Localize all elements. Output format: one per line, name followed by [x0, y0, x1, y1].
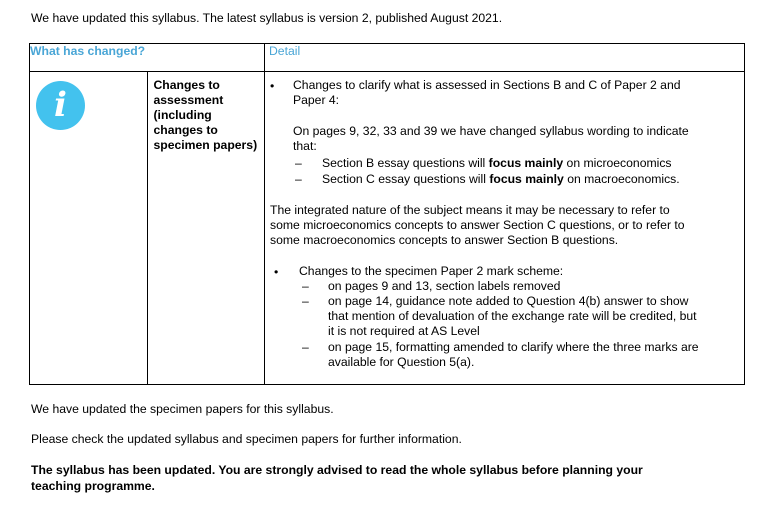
advice-line: teaching programme.: [31, 479, 155, 493]
sub-item: that mention of devaluation of the exchange rate will be credited, but: [328, 309, 697, 323]
sub-item: on page 14, guidance note added to Question 4(b) answer to show: [328, 294, 689, 308]
pages-text: that:: [293, 139, 317, 153]
advice-text: [31, 462, 731, 494]
icon-cell: [30, 72, 148, 385]
change-label-cell: [147, 72, 265, 385]
dash-item: Section B essay questions will focus mainly on microeconomics: [322, 156, 672, 170]
integrated-text: The integrated nature of the subject means it may be necessary to refer to: [270, 203, 670, 217]
sub-item: available for Question 5(a).: [328, 355, 475, 369]
advice-line: The syllabus has been updated. You are strongly advised to read the whole syllabus before planning your: [31, 463, 643, 477]
dash-marker: –: [295, 172, 302, 186]
outro-text: We have updated the specimen papers for this syllabus.: [31, 402, 334, 416]
integrated-text: some microeconomics concepts to answer Section C questions, or to refer to: [270, 218, 685, 232]
dash-item: Section C essay questions will focus mainly on macroeconomics.: [322, 172, 680, 186]
table-header-row: [30, 44, 745, 72]
outro-text: Please check the updated syllabus and specimen papers for further information.: [31, 432, 462, 446]
bullet-marker: •: [270, 79, 275, 93]
info-icon: i: [36, 81, 85, 130]
dash-marker: –: [302, 340, 309, 354]
dash-marker: –: [302, 294, 309, 308]
bullet1-text: Paper 4:: [293, 93, 340, 107]
dash-marker: –: [295, 156, 302, 170]
sub-item: on page 15, formatting amended to clarify where the three marks are: [328, 340, 699, 354]
integrated-text: some macroeconomics concepts to answer Section B questions.: [270, 233, 619, 247]
bullet1-text: Changes to clarify what is assessed in Sections B and C of Paper 2 and: [293, 78, 681, 92]
sub-item: it is not required at AS Level: [328, 324, 480, 338]
change-label-line: Changes to assessment: [153, 78, 224, 107]
bullet-marker: •: [274, 265, 279, 279]
change-label-line: specimen papers): [153, 138, 258, 152]
table-row: [30, 72, 745, 385]
changes-table: [29, 43, 745, 385]
intro-text: We have updated this syllabus. The latest syllabus is version 2, published August 2021.: [31, 11, 503, 25]
sub-item: on pages 9 and 13, section labels removed: [328, 279, 561, 293]
change-label: [148, 72, 265, 153]
header-detail: Detail: [265, 44, 745, 72]
change-label-line: (including changes to: [153, 108, 218, 137]
bullet2-text: Changes to the specimen Paper 2 mark scheme:: [299, 264, 564, 278]
dash-marker: –: [302, 279, 309, 293]
pages-text: On pages 9, 32, 33 and 39 we have changed syllabus wording to indicate: [293, 124, 689, 138]
detail-cell: [265, 72, 745, 385]
header-what-changed: What has changed?: [30, 44, 265, 72]
